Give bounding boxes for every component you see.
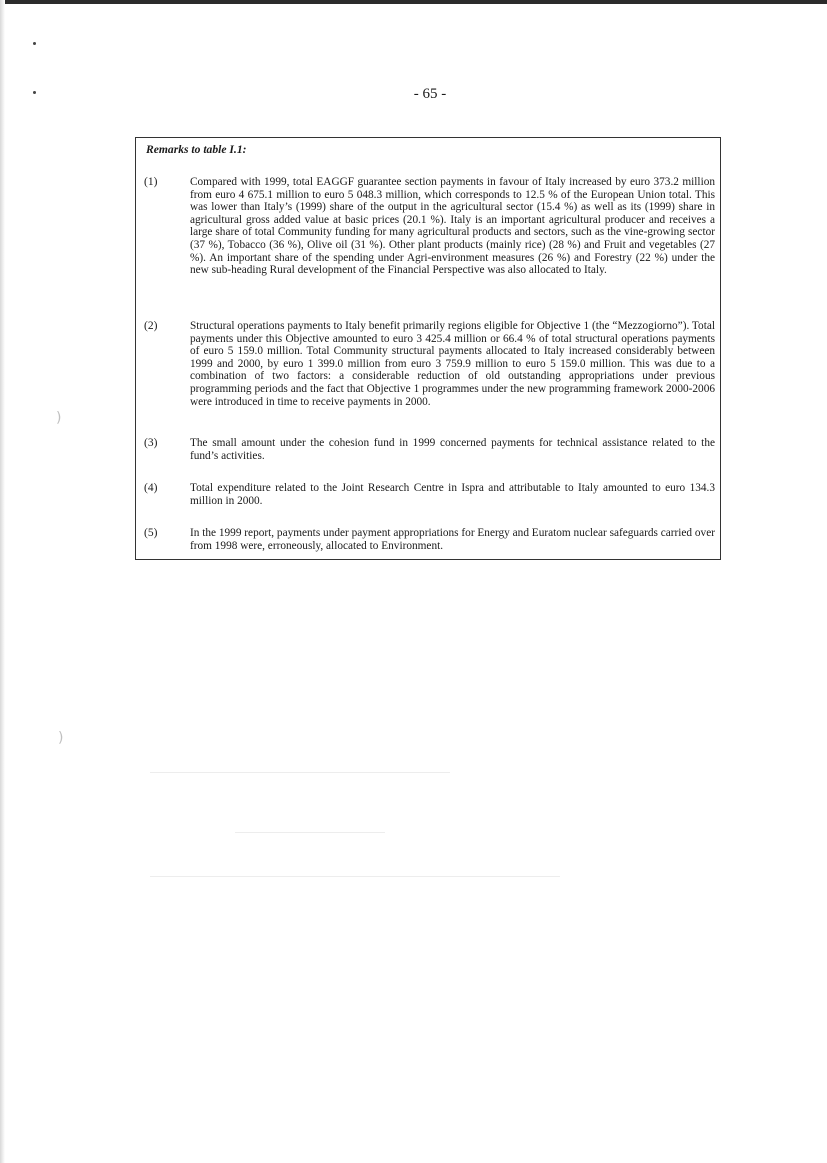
show-through-line: [150, 772, 450, 773]
show-through-line: [150, 876, 560, 877]
scan-left-edge: [0, 0, 5, 1163]
scan-top-edge: [0, 0, 827, 4]
page-number: - 65 -: [413, 86, 447, 102]
note-text: The small amount under the cohesion fund in 1999 concerned payments for technical assistance related to the fund’s activities.: [190, 437, 715, 462]
note-number: (4): [144, 482, 158, 494]
punch-hole-mark: ): [56, 410, 62, 426]
note-number: (2): [144, 320, 158, 332]
note-text: Compared with 1999, total EAGGF guarantee section payments in favour of Italy increased by euro 373.2 million from euro 4 675.1 million to euro 5 048.3 million, which corresponds to 12.5 % of the European Union total. This was lower than Italy’s (1999) share of the output in the agricultural sector (15.4 %) as well as its (1999) share in agricultural gross added value at basic prices (20.1 %). Italy is an important agricultural producer and receives a large share of total Community funding for many agricultural products and sectors, such as the vine-growing sector (37 %), Tobacco (36 %), Olive oil (31 %). Other plant products (mainly rice) (28 %) and Fruit and vegetables (27 %). An important share of the spending under Agri-environment measures (26 %) and Forestry (22 %) under the new sub-heading Rural development of the Financial Perspective was also allocated to Italy.: [190, 176, 715, 277]
note-text: In the 1999 report, payments under payment appropriations for Energy and Euratom nuclear safeguards carried over from 1998 were, erroneously, allocated to Environment.: [190, 527, 715, 552]
note-text: Structural operations payments to Italy benefit primarily regions eligible for Objective 1 (the “Mezzogiorno”). Total payments under this Objective amounted to euro 3 425.4 million or 66.4 % of total structural operations payments of euro 5 159.0 million. Total Community structural payments allocated to Italy increased considerably between 1999 and 2000, by euro 1 399.0 million from euro 3 759.9 million to euro 5 159.0 million. This was due to a combination of two factors: a considerable reduction of old outstanding appropriations under previous programming periods and the fact that Objective 1 programmes under the new programming framework 2000-2006 were introduced in time to receive payments in 2000.: [190, 320, 715, 408]
note-number: (5): [144, 527, 158, 539]
punch-hole-mark: ): [58, 730, 64, 746]
note-text: Total expenditure related to the Joint Research Centre in Ispra and attributable to Italy amounted to euro 134.3 million in 2000.: [190, 482, 715, 507]
punch-dot: [33, 42, 36, 45]
remarks-title: Remarks to table I.1:: [146, 143, 247, 156]
note-number: (1): [144, 176, 158, 188]
show-through-line: [235, 832, 385, 833]
note-number: (3): [144, 437, 158, 449]
